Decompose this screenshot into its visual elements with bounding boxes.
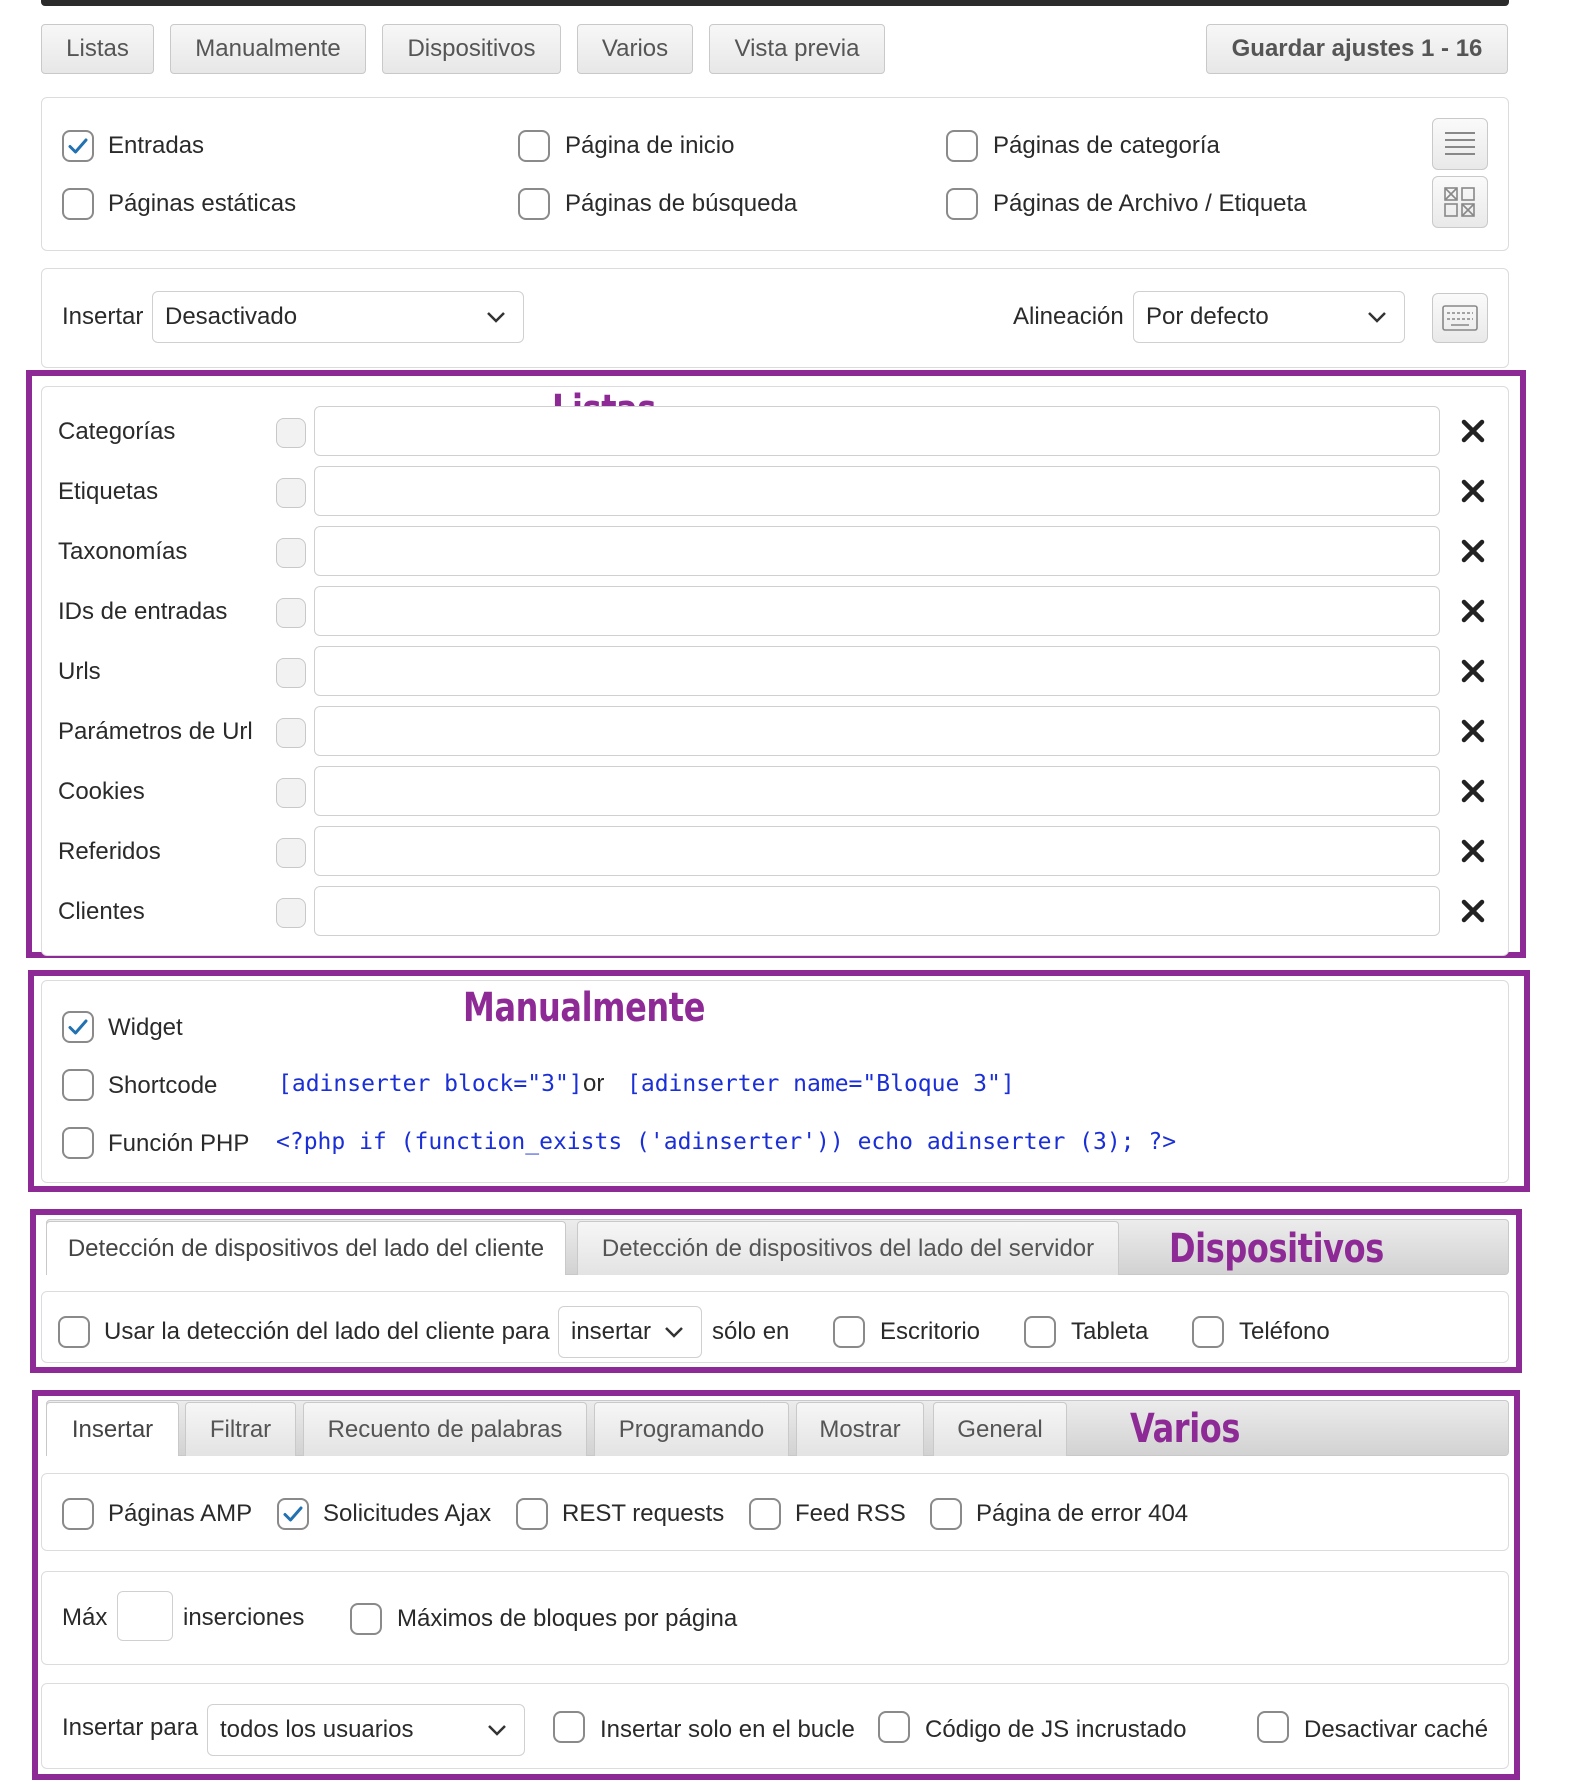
check-icon <box>66 1015 90 1039</box>
clear-icon[interactable] <box>1460 598 1486 624</box>
paginas-busqueda-label: Páginas de búsqueda <box>565 190 798 217</box>
chevron-down-icon <box>486 1719 508 1741</box>
list-input-categorias[interactable] <box>314 406 1440 456</box>
list-input-cookies[interactable] <box>314 766 1440 816</box>
tab-general[interactable]: General <box>933 1402 1067 1456</box>
insert-for-label: Insertar para <box>62 1714 199 1741</box>
list-checkbox-categorias[interactable] <box>276 418 306 448</box>
php-function-code: <?php if (function_exists ('adinserter')) echo adinserter (3); ?> <box>276 1129 1177 1155</box>
list-checkbox-etiquetas[interactable] <box>276 478 306 508</box>
tab-recuento-palabras[interactable]: Recuento de palabras <box>303 1402 587 1456</box>
clear-icon[interactable] <box>1460 658 1486 684</box>
widget-label: Widget <box>108 1014 183 1041</box>
error-404-label: Página de error 404 <box>976 1500 1189 1527</box>
tab-dispositivos[interactable]: Dispositivos <box>382 24 561 74</box>
entradas-checkbox[interactable] <box>62 130 94 162</box>
list-label-referidos: Referidos <box>58 838 161 865</box>
tablet-checkbox[interactable] <box>1024 1316 1056 1348</box>
clear-icon[interactable] <box>1460 478 1486 504</box>
chevron-down-icon <box>1366 306 1388 328</box>
embedded-js-label: Código de JS incrustado <box>925 1716 1187 1743</box>
only-loop-checkbox[interactable] <box>553 1711 585 1743</box>
list-label-parametros-url: Parámetros de Url <box>58 718 253 745</box>
tab-manualmente[interactable]: Manualmente <box>170 24 366 74</box>
tablet-label: Tableta <box>1071 1318 1149 1345</box>
tab-insertar[interactable]: Insertar <box>46 1402 179 1456</box>
tab-mostrar[interactable]: Mostrar <box>796 1402 924 1456</box>
list-input-parametros-url[interactable] <box>314 706 1440 756</box>
rest-requests-checkbox[interactable] <box>516 1498 548 1530</box>
grid-view-button[interactable] <box>1432 176 1488 228</box>
list-input-referidos[interactable] <box>314 826 1440 876</box>
top-bar <box>41 0 1509 6</box>
annotation-varios: Varios <box>1130 1406 1240 1452</box>
amp-pages-checkbox[interactable] <box>62 1498 94 1530</box>
rss-feed-checkbox[interactable] <box>749 1498 781 1530</box>
tab-server-detection[interactable]: Detección de dispositivos del lado del servidor <box>577 1221 1119 1275</box>
embedded-js-checkbox[interactable] <box>878 1711 910 1743</box>
list-label-ids-entradas: IDs de entradas <box>58 598 228 625</box>
list-label-taxonomias: Taxonomías <box>58 538 188 565</box>
alignment-label: Alineación <box>1013 303 1124 330</box>
list-checkbox-urls[interactable] <box>276 658 306 688</box>
client-detection-select-value: insertar <box>571 1318 652 1345</box>
save-settings-button[interactable]: Guardar ajustes 1 - 16 <box>1206 24 1508 74</box>
pagina-inicio-checkbox[interactable] <box>518 130 550 162</box>
paginas-archivo-label: Páginas de Archivo / Etiqueta <box>993 190 1307 217</box>
shortcode-or-label: or <box>583 1070 605 1097</box>
amp-pages-label: Páginas AMP <box>108 1500 253 1527</box>
client-detection-label: Usar la detección del lado del cliente para <box>104 1318 550 1345</box>
disable-cache-label: Desactivar caché <box>1304 1716 1489 1743</box>
tab-varios[interactable]: Varios <box>577 24 693 74</box>
clear-icon[interactable] <box>1460 418 1486 444</box>
tab-client-detection[interactable]: Detección de dispositivos del lado del cliente <box>46 1221 566 1275</box>
list-label-categorias: Categorías <box>58 418 176 445</box>
php-function-checkbox[interactable] <box>62 1127 94 1159</box>
tab-filtrar[interactable]: Filtrar <box>185 1402 296 1456</box>
alignment-select[interactable] <box>1133 291 1405 343</box>
chevron-down-icon <box>485 306 507 328</box>
only-loop-label: Insertar solo en el bucle <box>600 1716 855 1743</box>
insert-select[interactable] <box>152 291 524 343</box>
rest-requests-label: REST requests <box>562 1500 725 1527</box>
insert-label: Insertar <box>62 303 144 330</box>
clear-icon[interactable] <box>1460 778 1486 804</box>
list-checkbox-clientes[interactable] <box>276 898 306 928</box>
tab-vista-previa[interactable]: Vista previa <box>709 24 885 74</box>
list-label-urls: Urls <box>58 658 101 685</box>
list-checkbox-taxonomias[interactable] <box>276 538 306 568</box>
paginas-categoria-label: Páginas de categoría <box>993 132 1220 159</box>
clear-icon[interactable] <box>1460 898 1486 924</box>
ajax-requests-checkbox[interactable] <box>277 1498 309 1530</box>
check-icon <box>281 1502 305 1526</box>
insert-for-select-value: todos los usuarios <box>220 1716 414 1743</box>
max-insertions-input[interactable] <box>117 1591 173 1641</box>
only-in-label: sólo en <box>712 1318 790 1345</box>
list-checkbox-ids-entradas[interactable] <box>276 598 306 628</box>
list-view-button[interactable] <box>1432 118 1488 170</box>
alignment-select-value: Por defecto <box>1146 303 1269 330</box>
max-blocks-label: Máximos de bloques por página <box>397 1605 738 1632</box>
max-blocks-checkbox[interactable] <box>350 1603 382 1635</box>
grid-icon <box>1443 186 1477 218</box>
phone-checkbox[interactable] <box>1192 1316 1224 1348</box>
list-input-clientes[interactable] <box>314 886 1440 936</box>
list-label-cookies: Cookies <box>58 778 145 805</box>
list-label-clientes: Clientes <box>58 898 145 925</box>
list-input-taxonomias[interactable] <box>314 526 1440 576</box>
check-icon <box>66 134 90 158</box>
shortcode-name-code: [adinserter name="Bloque 3"] <box>627 1071 1015 1097</box>
max-label: Máx <box>62 1604 108 1631</box>
list-checkbox-parametros-url[interactable] <box>276 718 306 748</box>
clear-icon[interactable] <box>1460 538 1486 564</box>
tab-programando[interactable]: Programando <box>594 1402 789 1456</box>
keyboard-button[interactable] <box>1432 293 1488 343</box>
entradas-label: Entradas <box>108 132 205 159</box>
annotation-manualmente: Manualmente <box>463 985 705 1031</box>
paginas-estaticas-label: Páginas estáticas <box>108 190 297 217</box>
disable-cache-checkbox[interactable] <box>1257 1711 1289 1743</box>
list-checkbox-cookies[interactable] <box>276 778 306 808</box>
ajax-requests-label: Solicitudes Ajax <box>323 1500 492 1527</box>
list-input-ids-entradas[interactable] <box>314 586 1440 636</box>
list-icon <box>1443 129 1477 159</box>
list-label-etiquetas: Etiquetas <box>58 478 159 505</box>
desktop-checkbox[interactable] <box>833 1316 865 1348</box>
widget-checkbox[interactable] <box>62 1011 94 1043</box>
client-detection-select[interactable] <box>558 1306 702 1358</box>
list-checkbox-referidos[interactable] <box>276 838 306 868</box>
rss-feed-label: Feed RSS <box>795 1500 906 1527</box>
shortcode-label: Shortcode <box>108 1072 218 1099</box>
desktop-label: Escritorio <box>880 1318 981 1345</box>
error-404-checkbox[interactable] <box>930 1498 962 1530</box>
clear-icon[interactable] <box>1460 718 1486 744</box>
insertions-label: inserciones <box>183 1604 305 1631</box>
chevron-down-icon <box>663 1321 685 1343</box>
pagina-inicio-label: Página de inicio <box>565 132 735 159</box>
keyboard-icon <box>1442 303 1478 333</box>
paginas-busqueda-checkbox[interactable] <box>518 188 550 220</box>
client-detection-checkbox[interactable] <box>58 1316 90 1348</box>
list-input-etiquetas[interactable] <box>314 466 1440 516</box>
insert-select-value: Desactivado <box>165 303 298 330</box>
tab-listas[interactable]: Listas <box>41 24 154 74</box>
paginas-estaticas-checkbox[interactable] <box>62 188 94 220</box>
shortcode-checkbox[interactable] <box>62 1069 94 1101</box>
insert-for-select[interactable] <box>207 1704 525 1756</box>
paginas-categoria-checkbox[interactable] <box>946 130 978 162</box>
list-input-urls[interactable] <box>314 646 1440 696</box>
php-function-label: Función PHP <box>108 1130 250 1157</box>
phone-label: Teléfono <box>1239 1318 1330 1345</box>
paginas-archivo-checkbox[interactable] <box>946 188 978 220</box>
clear-icon[interactable] <box>1460 838 1486 864</box>
shortcode-block-code: [adinserter block="3"] <box>278 1071 583 1097</box>
annotation-dispositivos: Dispositivos <box>1169 1226 1384 1272</box>
page-types-panel <box>41 97 1509 251</box>
